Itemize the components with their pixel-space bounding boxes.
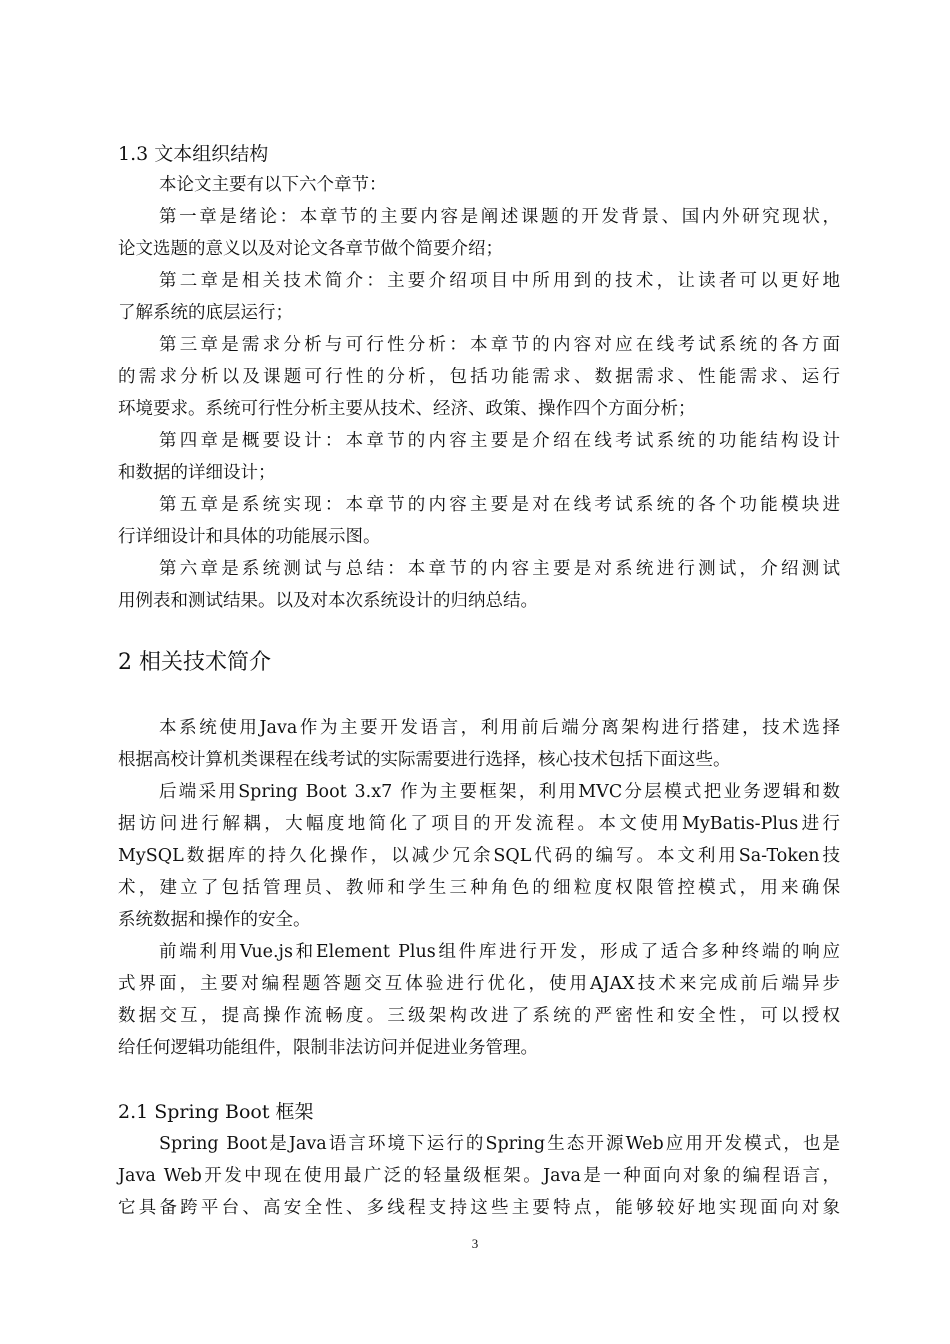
paragraph-line: MySQL数据库的持久化操作，以减少冗余SQL代码的编写。本文利用Sa-Token技 <box>118 846 840 866</box>
paragraph-line: 术，建立了包括管理员、教师和学生三种角色的细粒度权限管控模式，用来确保 <box>118 878 840 898</box>
paragraph-line: 数据交互，提高操作流畅度。三级架构改进了系统的严密性和安全性，可以授权 <box>118 1006 840 1026</box>
paragraph-line: 第四章是概要设计：本章节的内容主要是介绍在线考试系统的功能结构设计 <box>159 431 840 451</box>
paragraph-line: 根据高校计算机类课程在线考试的实际需要进行选择，核心技术包括下面这些。 <box>118 750 731 770</box>
paragraph-line: Spring Boot是Java语言环境下运行的Spring生态开源Web应用开发模式，也是 <box>159 1134 840 1154</box>
paragraph-line: 第一章是绪论：本章节的主要内容是阐述课题的开发背景、国内外研究现状， <box>159 207 840 227</box>
section-heading-2-1: 2.1 Spring Boot 框架 <box>118 1101 314 1123</box>
paragraph-line: 前端利用Vue.js和Element Plus组件库进行开发，形成了适合多种终端的响应 <box>159 942 840 962</box>
paragraph-line: 据访问进行解耦，大幅度地简化了项目的开发流程。本文使用MyBatis-Plus进行 <box>118 814 840 834</box>
chapter-heading-2: 2 相关技术简介 <box>118 650 271 675</box>
paragraph-line: 本论文主要有以下六个章节： <box>159 175 387 195</box>
paragraph-line: 行详细设计和具体的功能展示图。 <box>118 527 381 547</box>
paragraph-line: 和数据的详细设计； <box>118 463 276 483</box>
paragraph-line: 用例表和测试结果。以及对本次系统设计的归纳总结。 <box>118 591 538 611</box>
paragraph-line: 式界面，主要对编程题答题交互体验进行优化，使用AJAX技术来完成前后端异步 <box>118 974 840 994</box>
paragraph-line: 第五章是系统实现：本章节的内容主要是对在线考试系统的各个功能模块进 <box>159 495 840 515</box>
paragraph-line: 了解系统的底层运行； <box>118 303 293 323</box>
paragraph-line: Java Web开发中现在使用最广泛的轻量级框架。Java是一种面向对象的编程语言， <box>118 1166 840 1186</box>
paragraph-line: 第六章是系统测试与总结：本章节的内容主要是对系统进行测试，介绍测试 <box>159 559 840 579</box>
paragraph-line: 它具备跨平台、高安全性、多线程支持这些主要特点，能够较好地实现面向对象 <box>118 1198 840 1218</box>
paragraph-line: 给任何逻辑功能组件，限制非法访问并促进业务管理。 <box>118 1038 538 1058</box>
paragraph-line: 后端采用Spring Boot 3.x7 作为主要框架，利用MVC分层模式把业务逻辑和数 <box>159 782 840 802</box>
paragraph-line: 的需求分析以及课题可行性的分析，包括功能需求、数据需求、性能需求、运行 <box>118 367 840 387</box>
page-number: 3 <box>471 1236 479 1251</box>
paragraph-line: 环境要求。系统可行性分析主要从技术、经济、政策、操作四个方面分析； <box>118 399 696 419</box>
paragraph-line: 第二章是相关技术简介：主要介绍项目中所用到的技术，让读者可以更好地 <box>159 271 840 291</box>
section-heading-1-3: 1.3 文本组织结构 <box>118 143 269 165</box>
paragraph-line: 系统数据和操作的安全。 <box>118 910 311 930</box>
paragraph-line: 第三章是需求分析与可行性分析：本章节的内容对应在线考试系统的各方面 <box>159 335 840 355</box>
paragraph-line: 论文选题的意义以及对论文各章节做个简要介绍； <box>118 239 503 259</box>
paragraph-line: 本系统使用Java作为主要开发语言，利用前后端分离架构进行搭建，技术选择 <box>159 718 840 738</box>
